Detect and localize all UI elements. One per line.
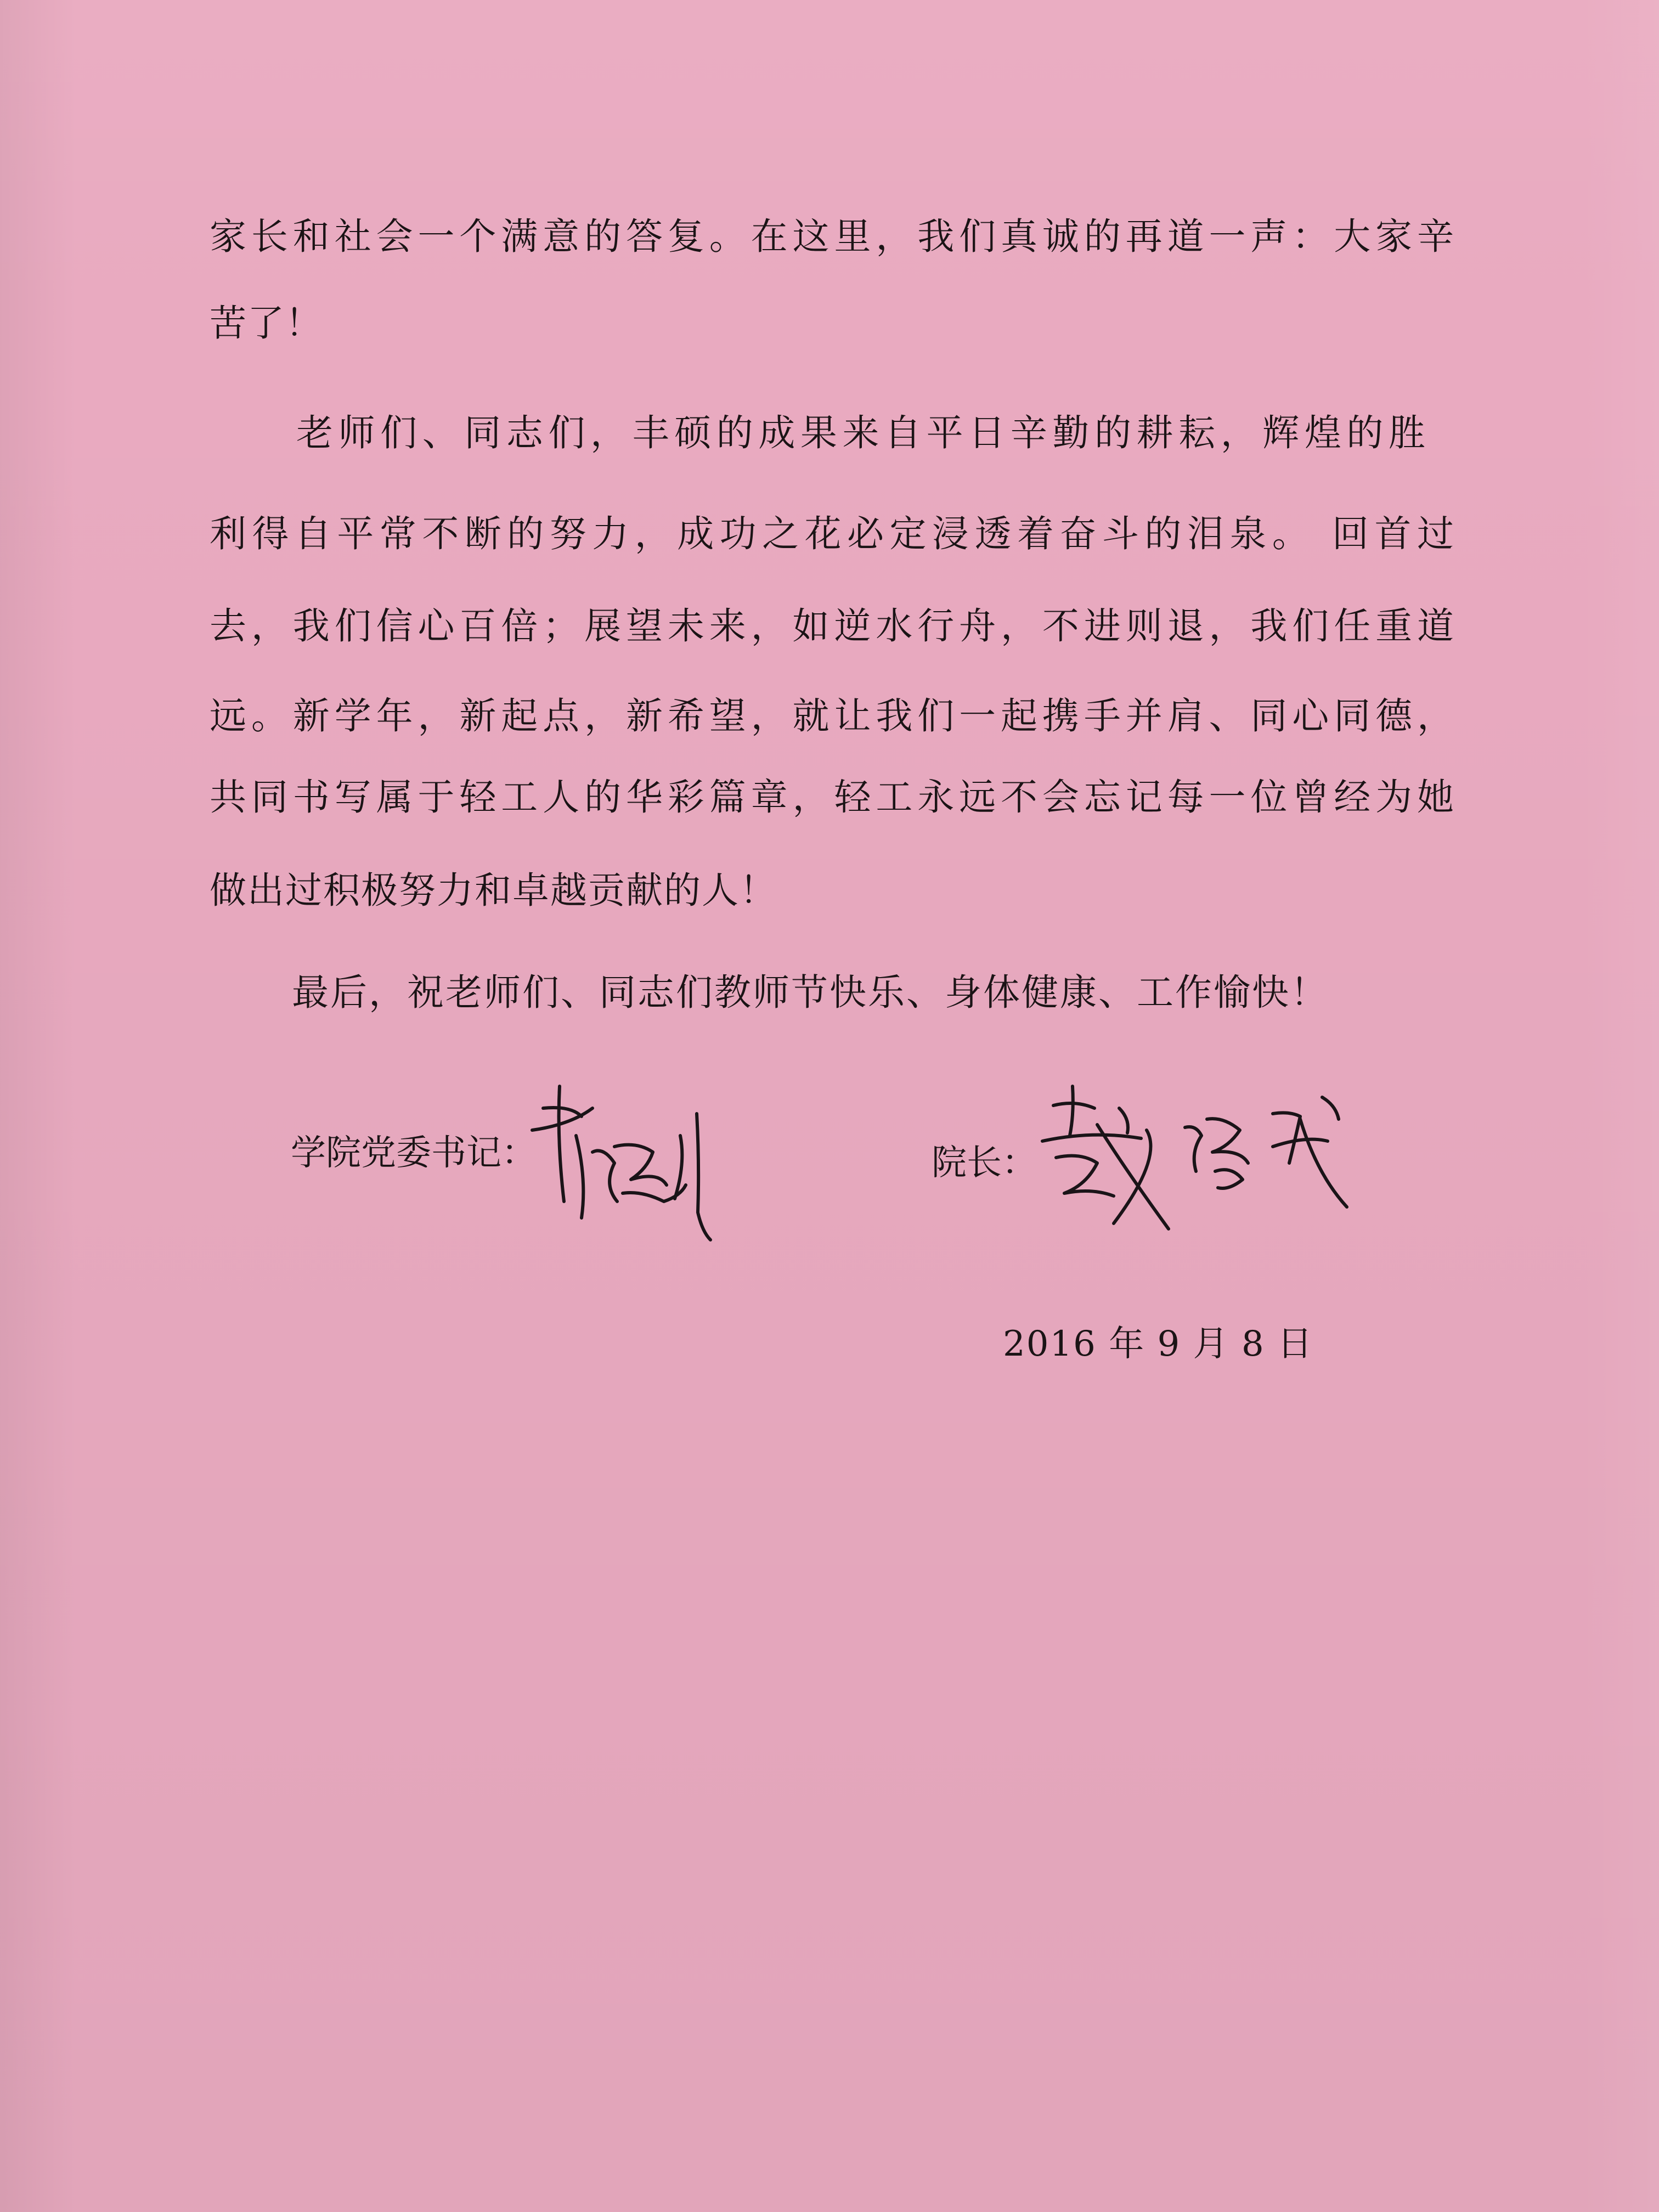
text-line-1: 家长和社会一个满意的答复。在这里，我们真诚的再道一声：大家辛 [210, 215, 1455, 258]
text-line-6: 远。新学年，新起点，新希望，就让我们一起携手并肩、同心同德， [210, 695, 1455, 737]
text-line-2: 苦了！ [210, 302, 323, 345]
dean-signature [1031, 1075, 1361, 1251]
dean-signature-label: 院长： [932, 1143, 1037, 1183]
text-line-4: 利得自平常不断的努力，成功之花必定浸透着奋斗的泪泉。 回首过 [210, 512, 1455, 555]
text-line-7: 共同书写属于轻工人的华彩篇章，轻工永远不会忘记每一位曾经为她 [210, 776, 1455, 819]
text-line-3: 老师们、同志们，丰硕的成果来自平日辛勤的耕耘，辉煌的胜 [296, 411, 1426, 454]
letter-date: 2016 年 9 月 8 日 [1003, 1324, 1314, 1364]
text-line-5: 去，我们信心百倍；展望未来，如逆水行舟，不进则退，我们任重道 [210, 605, 1455, 647]
secretary-signature [521, 1075, 752, 1256]
secretary-signature-label: 学院党委书记： [291, 1133, 537, 1173]
text-line-9: 最后，祝老师们、同志们教师节快乐、身体健康、工作愉快！ [292, 971, 1329, 1014]
text-line-8: 做出过积极努力和卓越贡献的人！ [210, 869, 777, 912]
